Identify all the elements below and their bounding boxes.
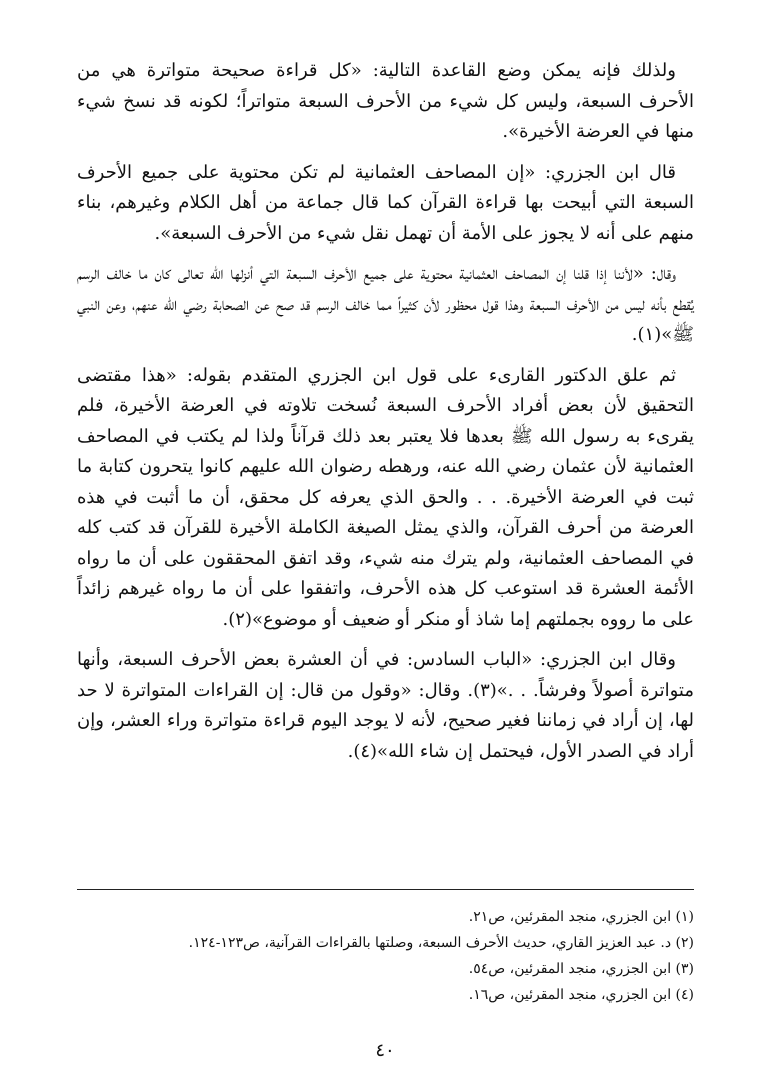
page-number: ٤٠ — [375, 1040, 395, 1061]
footnote-1: (١) ابن الجزري، منجد المقرئين، ص٢١. — [468, 909, 694, 925]
paragraph-3 — [77, 259, 694, 351]
paragraph-4 — [77, 361, 694, 636]
paragraph-1-text: ولذلك فإنه يمكن وضع القاعدة التالية: «كل قراءة صحيحة متواترة هي من الأحرف السبعة، وليس كل شيء من الأحرف السبعة متواتراً؛ لكونه قد نسخ شيء منها في العرضة الأخيرة». — [77, 60, 694, 142]
footnotes — [77, 904, 694, 1008]
body-text — [77, 56, 694, 777]
paragraph-1 — [77, 56, 694, 148]
footnote-2: (٢) د. عبد العزيز القاري، حديث الأحرف السبعة، وصلتها بالقراءات القرآنية، ص١٢٣-١٢٤. — [188, 935, 694, 951]
paragraph-3-text: وقال: «لأننا إذا قلنا إن المصاحف العثمانية محتوية على جميع الأحرف السبعة التي أنزلها الله تعالى كان ما خالف الرسم يُقطع بأنه ليس من الأحرف السبعة وهذا قول محظور لأن كثيراً مما خالف الرسم قد صح عن الصحابة رضي الله عنهم، وعن النبي ﷺ»(١). — [77, 263, 694, 345]
paragraph-2 — [77, 158, 694, 250]
paragraph-5-text: وقال ابن الجزري: «الباب السادس: في أن العشرة بعض الأحرف السبعة، وأنها متواترة أصولاً وفرشاً. . .»(٣). وقال: «وقول من قال: إن القراءات المتواترة لا حد لها، إن أراد في زماننا فغير صحيح، لأنه لا يوجد اليوم قراءة متواترة وراء العشر، وإن أراد في الصدر الأول، فيحتمل إن شاء الله»(٤). — [77, 649, 694, 762]
paragraph-5 — [77, 645, 694, 767]
footnote-separator — [77, 889, 694, 890]
footnote-3: (٣) ابن الجزري، منجد المقرئين، ص٥٤. — [468, 961, 694, 977]
footnote-4: (٤) ابن الجزري، منجد المقرئين، ص١٦. — [468, 987, 694, 1003]
paragraph-2-text: قال ابن الجزري: «إن المصاحف العثمانية لم تكن محتوية على جميع الأحرف السبعة التي أبيحت بها قراءة القرآن كما قال جماعة من أهل الكلام وغيرهم، بناء منهم على أنه لا يجوز على الأمة أن تهمل نقل شيء من الأحرف السبعة». — [77, 161, 695, 244]
paragraph-4-text: ثم علق الدكتور القارىء على قول ابن الجزري المتقدم بقوله: «هذا مقتضى التحقيق لأن بعض أفراد الأحرف السبعة نُسخت تلاوته في العرضة الأخيرة، فلم يقرىء به رسول الله ﷺ بعدها فلا يعتبر بعد ذلك قرآناً ولذا لم يكتب في المصاحف العثمانية لأن عثمان رضي الله عنه، ورهطه رضوان الله عليهم كانوا يتحرون كتابة ما ثبت في العرضة الأخيرة. . . والحق الذي يعرفه كل محقق، أن ما أثبت في هذه العرضة من أحرف القرآن، والذي يمثل الصيغة الكاملة الأخيرة للقرآن قد كتب كله في المصاحف العثمانية، ولم يترك منه شيء، وقد اتفق المحققون على أن ما رواه الأئمة العشرة قد استوعب كل هذه الأحرف، واتفقوا على أن ما رواه غيرهم زائداً على ما رووه بجملتهم إما شاذ أو منكر أو ضعيف أو موضوع»(٢). — [77, 364, 694, 630]
